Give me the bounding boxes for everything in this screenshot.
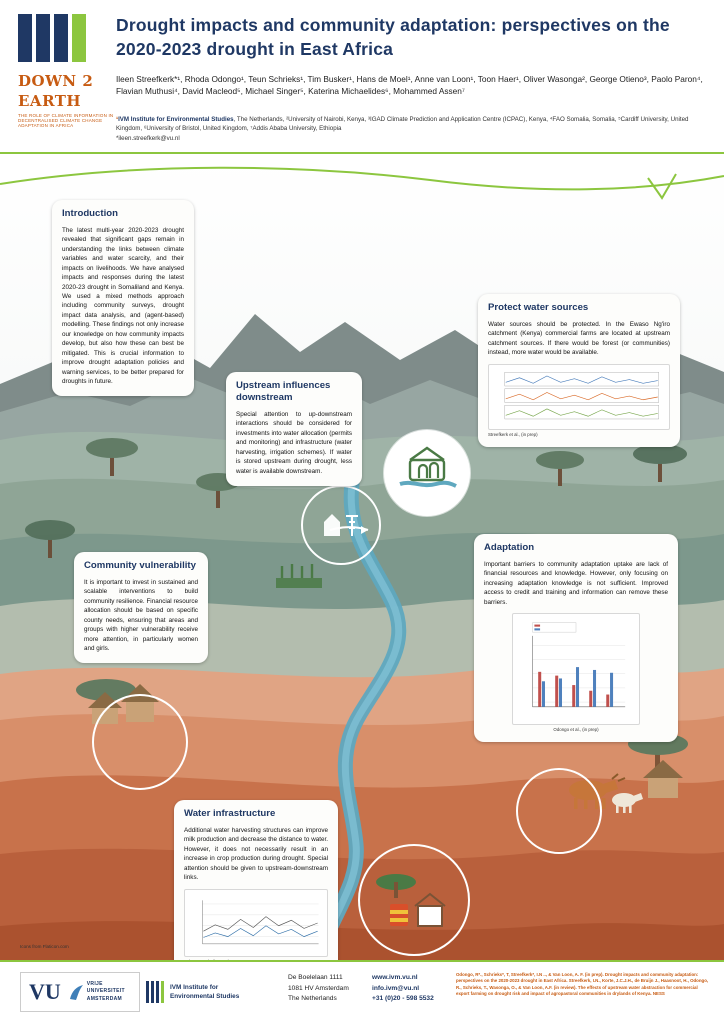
ivm-text-line1: IVM Institute for (170, 983, 219, 991)
vu-mark: VU (29, 979, 61, 1004)
affiliation-ivm: IVM Institute for Environmental Studies (118, 116, 234, 123)
poster-footer (0, 960, 724, 1024)
vu-text-line1: VRIJE (86, 980, 103, 987)
card-waterinfra-title: Water infrastructure (184, 808, 276, 819)
card-water-infrastructure (174, 800, 338, 974)
water-infrastructure-chart (184, 889, 328, 957)
adaptation-chart-svg (516, 617, 636, 721)
card-community-title: Community vulnerability (84, 560, 196, 571)
address-line-1: De Boelelaan 1111 (288, 974, 343, 981)
card-adaptation-body: Important barriers to community adaptation uptake are lack of financial resources and knowledge. However, only focusing on increasing adaptation knowledge is not sufficient. Improved access to credit and training and information can remove these barriers. (484, 560, 668, 606)
down2earth-wordmark (18, 72, 118, 128)
address-line-3: The Netherlands (288, 995, 337, 1003)
windmill-icon (300, 484, 382, 566)
vu-text (87, 981, 125, 1004)
ivm-text (170, 983, 239, 1002)
ivm-bars-icon (146, 981, 164, 1003)
landscape-illustration (0, 154, 724, 960)
node-upstream-water-source (384, 430, 470, 516)
icon-attribution: Icons from Flaticon.com (20, 944, 69, 949)
card-upstream-title: Upstream influences downstream (236, 380, 331, 403)
adaptation-chart-caption: Odongo et al., (in prep) (553, 727, 599, 733)
node-water-infrastructure (358, 844, 470, 956)
card-community-vulnerability (74, 552, 208, 663)
protect-chart-caption: Streefkerk et al., (in prep) (488, 431, 538, 437)
page-title: Drought impacts and community adaptation: perspectives on the 2020-2023 drought in East Africa (116, 15, 670, 59)
email-link[interactable]: info.ivm@vu.nl (372, 984, 420, 992)
node-windmill-tank (300, 484, 382, 566)
footer-divider (0, 960, 724, 962)
water-tank-icon (362, 848, 466, 952)
node-community-huts (92, 694, 188, 790)
affiliation-marker: ¹ (116, 116, 119, 123)
down2earth-tagline: THE ROLE OF CLIMATE INFORMATION IN DECENTRALISED CLIMATE CHANGE ADAPTATION IN AFRICA (18, 113, 114, 128)
ivm-text-line2: Environmental Studies (170, 993, 240, 1000)
adaptation-barriers-chart (512, 613, 640, 725)
website-link[interactable]: www.ivm.vu.nl (372, 974, 418, 981)
card-waterinfra-body: Additional water harvesting structures can improve milk production and decrease the distance to water. However, it does not necessarily result in an increase in crop production during drought. Special attention should be given to upstream-downstream links. (184, 826, 328, 882)
waterinfra-chart-svg (188, 893, 324, 953)
vu-griffin-icon (67, 981, 87, 1003)
card-introduction (52, 200, 194, 396)
phone-number: +31 (0)20 - 598 5532 (372, 995, 434, 1003)
vu-text-line3: AMSTERDAM (86, 995, 122, 1002)
corresponding-email: *ileen.streefkerk@vu.nl (116, 134, 180, 142)
card-upstream-influences-downstream (226, 372, 362, 486)
down2earth-line2: EARTH (18, 92, 82, 110)
vu-text-line2: UNIVERSITEIT (86, 988, 125, 995)
author-list: Ileen Streefkerk*¹, Rhoda Odongo¹, Teun Schrieks¹, Tim Busker¹, Hans de Moel¹, Anne van Loon¹, Toon Haer¹, Oliver Wasonga², George Otieno³, Paolo Paron⁴, Flavian Muthusi⁴, David Macleod⁵, Michael Singer⁵, Katerina Michaelides⁶, Mohammed Assen⁷ (116, 74, 703, 97)
ivm-logo (146, 972, 274, 1012)
card-adaptation (474, 534, 678, 742)
card-protect-water-sources (478, 294, 680, 447)
down2earth-line1: DOWN 2 (18, 72, 94, 90)
vu-logo (20, 972, 140, 1012)
footer-contact (372, 973, 434, 1005)
affiliations (116, 115, 716, 143)
card-upstream-body: Special attention to up-downstream interactions should be considered for investments into water allocation (permits and monitoring) and infrastructure (water harvesting, irrigation schemes). If water is stored upstream during drought, less water is available downstream. (236, 410, 352, 475)
card-protect-title: Protect water sources (488, 302, 589, 313)
protect-chart-svg (492, 368, 666, 426)
card-protect-body: Water sources should be protected. In the Ewaso Ng'iro catchment (Kenya) commercial farms are located at upstream catchment sources. If there would be forest (or communities) instead, more water would be available. (488, 320, 670, 357)
card-introduction-title: Introduction (62, 208, 118, 219)
footer-citation: Odongo, R*., Schrieks*, T, Streefkerk*, I.N .., & Van Loon, A. F. (in prep). Drought impacts and community adaptation: perspectives on the 2020-2023 drought in East Africa. Streefkerk, I.N., Korte, J.C.J.H., de Bruijn J., Haasnoot, H., Odongo, R., Schrieks, T., Wasonga, O., & Van Loon, A.F. (in review). The effects of upstream water abstraction for commercial export farming on drought risk and impact of agropastoral communities in drylands of Kenya. NESS (456, 972, 709, 997)
protect-water-sources-chart (488, 364, 670, 430)
down2earth-bars-logo (18, 14, 106, 62)
affiliation-rest: , The Netherlands, ²University of Nairobi, Kenya, ³IGAD Climate Prediction and Application Centre (ICPAC), Kenya, ⁴FAO Somalia, Somalia, ⁵Cardiff University, United Kingdom, ⁶University of Bristol, United Kingdom, ⁷Addis Ababa University, Ethiopia (116, 116, 689, 133)
card-introduction-body: The latest multi-year 2020-2023 drought revealed that significant gaps remain in understanding the links between climate variables and water scarcity, and their impacts on livelihoods. We have analysed impacts and responses during the latest 2020-23 drought in Somaliland and Kenya. We used a mixed methods approach including community surveys, drought impact data analysis, and (agent-based) modelling. These findings not only increase our knowledge on how community impacts develop, but also how these can best be mitigated. This is crucial information to improve drought adaptation policies and warning services, to be better prepared for droughts in future. (62, 226, 184, 385)
poster-header (0, 0, 724, 168)
card-adaptation-title: Adaptation (484, 542, 535, 553)
node-cattle-livestock (516, 768, 602, 854)
footer-address (288, 973, 349, 1005)
card-community-body: It is important to invest in sustained and scalable interventions to build community resilience. Financial resource allocation should be based on specific county needs, ensuring that areas and groups with higher vulnerability receive more attention, in particularly women and girls. (84, 578, 198, 653)
address-line-2: 1081 HV Amsterdam (288, 984, 349, 992)
water-source-icon (392, 438, 462, 508)
